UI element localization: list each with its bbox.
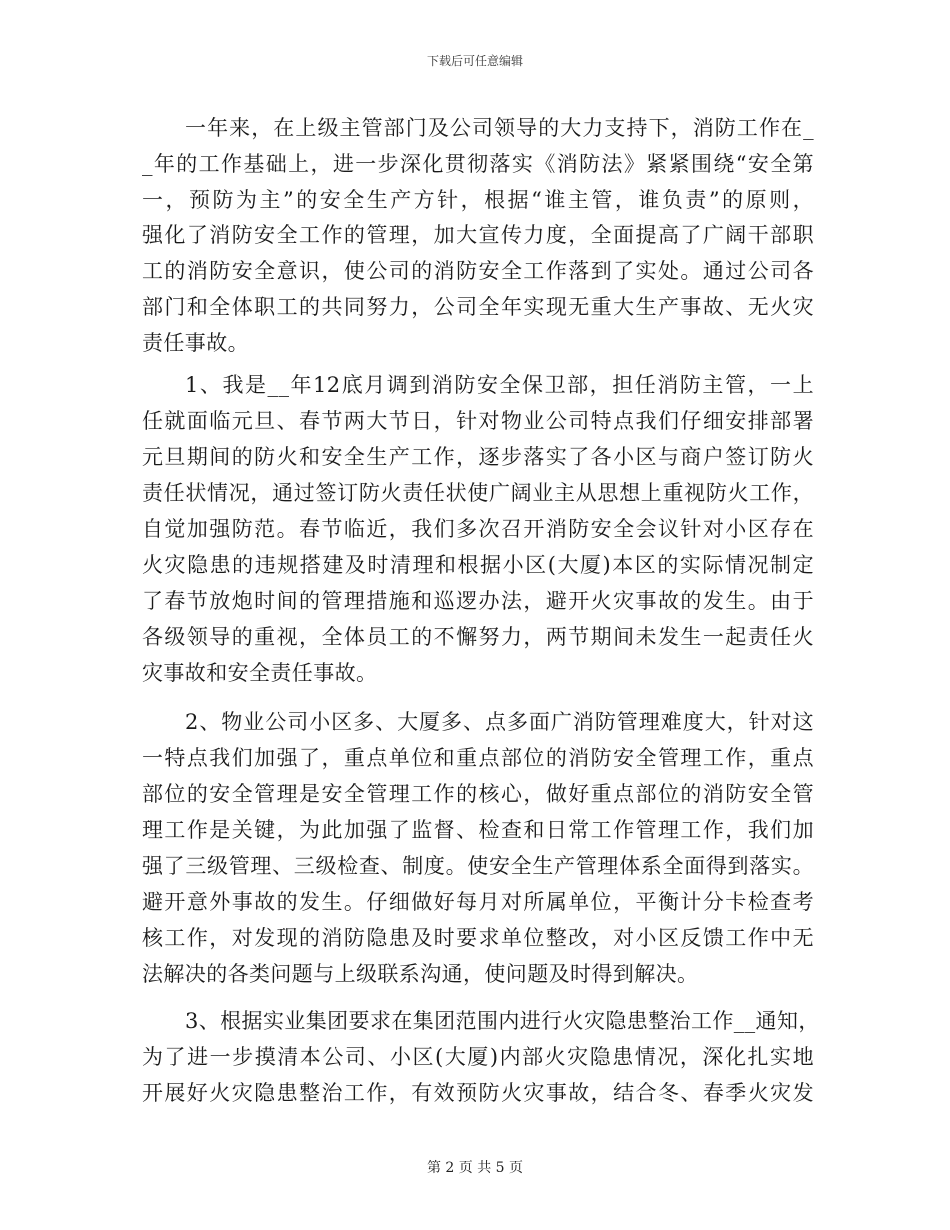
text-line: 避开意外事故的发生。仔细做好每月对所属单位，平衡计分卡检查考 [142,890,814,914]
text-line: 自觉加强防范。春节临近，我们多次召开消防安全会议针对小区存在 [142,517,814,541]
text-line: 各级领导的重视，全体员工的不懈努力，两节期间未发生一起责任火 [142,625,814,649]
text-line: 3、根据实业集团要求在集团范围内进行火灾隐患整治工作__通知， [185,1009,820,1033]
text-line: 火灾隐患的违规搭建及时清理和根据小区(大厦)本区的实际情况制定 [142,553,814,577]
text-line: 为了进一步摸清本公司、小区(大厦)内部火灾隐患情况，深化扎实地 [142,1045,814,1069]
text-line: 任就面临元旦、春节两大节日，针对物业公司特点我们仔细安排部署 [142,409,814,433]
page-header: 下载后可任意编辑 [426,54,523,68]
text-line: 部位的安全管理是安全管理工作的核心，做好重点部位的消防安全管 [142,782,814,806]
text-line: 强化了消防安全工作的管理，加大宣传力度，全面提高了广阔干部职 [142,223,814,247]
text-line: 元旦期间的防火和安全生产工作，逐步落实了各小区与商户签订防火 [142,445,814,469]
text-line: 1、我是__年12底月调到消防安全保卫部，担任消防主管，一上 [185,373,814,397]
text-line: 部门和全体职工的共同努力，公司全年实现无重大生产事故、无火灾 [142,295,814,319]
text-line: 责任事故。 [142,331,249,355]
text-line: 开展好火灾隐患整治工作，有效预防火灾事故，结合冬、春季火灾发 [142,1081,814,1105]
text-line: 核工作，对发现的消防隐患及时要求单位整改，对小区反馈工作中无 [142,926,814,950]
page-number: 第 2 页 共 5 页 [426,1160,524,1176]
text-line: 强了三级管理、三级检查、制度。使安全生产管理体系全面得到落实。 [142,854,814,878]
text-line: 工的消防安全意识，使公司的消防安全工作落到了实处。通过公司各 [142,259,814,283]
text-line: 责任状情况，通过签订防火责任状使广阔业主从思想上重视防火工作， [142,481,814,505]
text-line: 灾事故和安全责任事故。 [142,661,378,685]
text-line: 理工作是关键，为此加强了监督、检查和日常工作管理工作，我们加 [142,818,814,842]
text-line: 了春节放炮时间的管理措施和巡逻办法，避开火灾事故的发生。由于 [142,589,814,613]
text-line: 2、物业公司小区多、大厦多、点多面广消防管理难度大，针对这 [185,710,814,734]
text-line: 一特点我们加强了，重点单位和重点部位的消防安全管理工作，重点 [142,746,814,770]
text-line: 法解决的各类问题与上级联系沟通，使问题及时得到解决。 [142,962,699,986]
text-line: 一年来，在上级主管部门及公司领导的大力支持下，消防工作在_ [185,116,814,140]
text-line: _年的工作基础上，进一步深化贯彻落实《消防法》紧紧围绕“安全第 [142,152,814,176]
text-line: 一，预防为主”的安全生产方针，根据“谁主管，谁负责”的原则， [142,188,814,212]
